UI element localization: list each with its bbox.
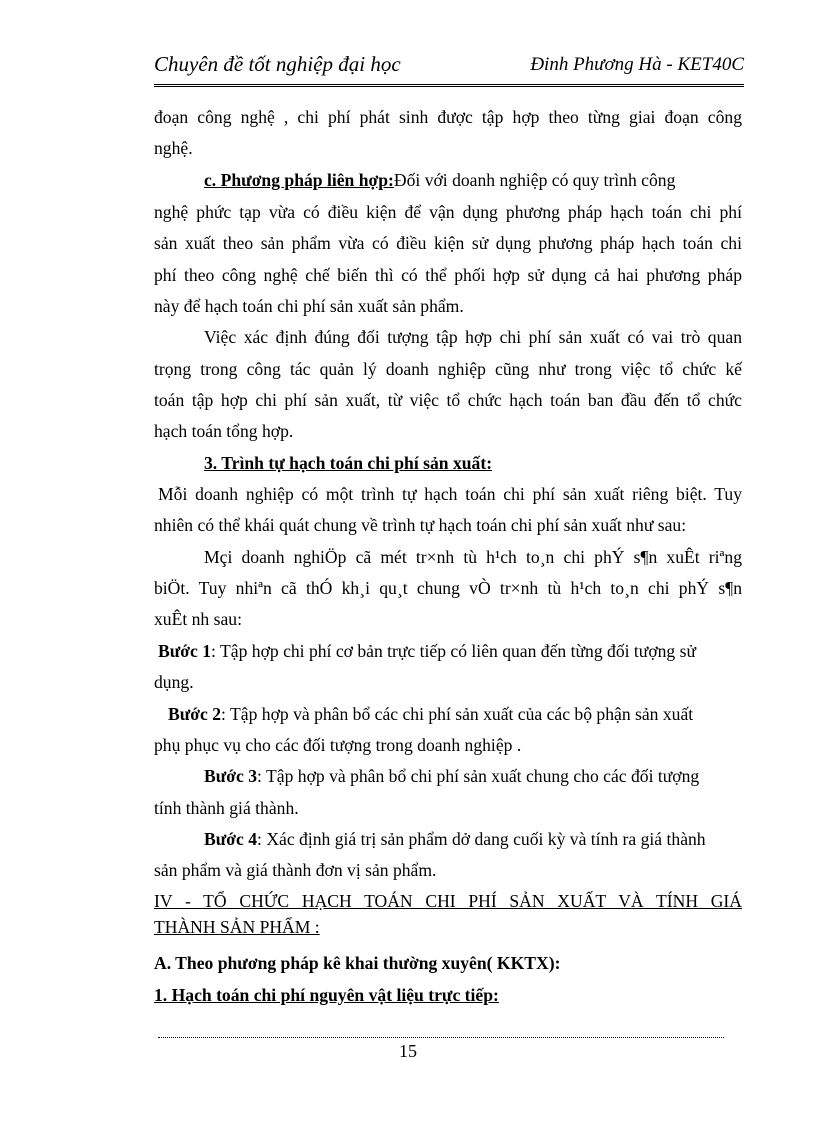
paragraph-line: đoạn công nghệ , chi phí phát sinh được tập hợp theo từng giai đoạn công [154, 107, 742, 127]
step-text: : Tập hợp chi phí cơ bản trực tiếp có liên quan đến từng đối tượng sử [211, 641, 697, 661]
paragraph-line: Việc xác định đúng đối tượng tập hợp chi phí sản xuất có vai trò quan [204, 327, 742, 347]
paragraph-text: Đối với doanh nghiệp có quy trình công [393, 170, 676, 190]
header-title: Chuyên đề tốt nghiệp đại học [154, 52, 401, 76]
step-3 [204, 765, 699, 787]
paragraph-line: sản phẩm và giá thành đơn vị sản phẩm. [154, 860, 437, 880]
step-2 [168, 703, 693, 725]
section-heading-1: 1. Hạch toán chi phí nguyên vật liệu trực tiếp: [154, 985, 499, 1005]
paragraph-line: tính thành giá thành. [154, 798, 299, 818]
paragraph-line: nghệ phức tạp vừa có điều kiện để vận dụng phương pháp hạch toán chi phí [154, 202, 742, 222]
section-heading-3: 3. Trình tự hạch toán chi phí sản xuất: [204, 453, 493, 473]
step-4 [204, 828, 706, 850]
garbled-line: xuÊt nh sau: [154, 609, 242, 629]
paragraph-line: này để hạch toán chi phí sản xuất sản phẩm. [154, 296, 464, 316]
step-1 [158, 640, 696, 662]
paragraph-line: sản xuất theo sản phẩm vừa có điều kiện sử dụng phương pháp hạch toán chi [154, 233, 742, 253]
header-author: Đinh Phương Hà - KET40C [530, 54, 744, 75]
paragraph-line: dụng. [154, 672, 194, 692]
paragraph-line: hạch toán tổng hợp. [154, 421, 294, 441]
footer-divider [158, 1037, 724, 1038]
step-text: : Xác định giá trị sản phẩm dở dang cuối kỳ và tính ra giá thành [257, 829, 706, 849]
step-text: : Tập hợp và phân bổ chi phí sản xuất chung cho các đối tượng [257, 766, 700, 786]
step-label: Bước 3 [204, 766, 258, 786]
paragraph-line: nhiên có thể khái quát chung về trình tự hạch toán chi phí sản xuất như sau: [154, 515, 687, 535]
paragraph-line: phụ phục vụ cho các đối tượng trong doanh nghiệp . [154, 735, 522, 755]
step-label: Bước 1 [158, 641, 212, 661]
garbled-line: Mçi doanh nghiÖp cã mét tr×nh tù h¹ch to¸n chi phÝ s¶n xuÊt riªng [204, 547, 742, 567]
step-label: Bước 4 [204, 829, 258, 849]
page-header [154, 48, 744, 87]
paragraph-line: toán tập hợp chi phí sản xuất, từ việc tổ chức hạch toán ban đầu đến tổ chức [154, 390, 742, 410]
paragraph-line: Mỗi doanh nghiệp có một trình tự hạch toán chi phí sản xuất riêng biệt. Tuy [158, 484, 742, 504]
page-number: 15 [399, 1041, 417, 1061]
paragraph-line: trọng trong công tác quản lý doanh nghiệp cũng như trong việc tổ chức kế [154, 359, 742, 379]
subsection-heading-c: c. Phương pháp liên hợp: [204, 170, 394, 190]
chapter-heading-iv: IV - TỔ CHỨC HẠCH TOÁN CHI PHÍ SẢN XUẤT VÀ TÍNH GIÁ [154, 891, 742, 911]
paragraph-line: nghệ. [154, 138, 193, 158]
section-heading-a: A. Theo phương pháp kê khai thường xuyên( KKTX): [154, 953, 561, 973]
step-text: : Tập hợp và phân bổ các chi phí sản xuất của các bộ phận sản xuất [221, 704, 694, 724]
paragraph-line: phí theo công nghệ chế biến thì có thể phối hợp sử dụng cả hai phương pháp [154, 265, 742, 285]
step-label: Bước 2 [168, 704, 222, 724]
chapter-heading-iv-cont: THÀNH SẢN PHẨM : [154, 917, 320, 937]
garbled-line: biÖt. Tuy nhiªn cã thÓ kh¸i qu¸t chung vÒ tr×nh tù h¹ch to¸n chi phÝ s¶n [154, 578, 742, 598]
paragraph-line [204, 169, 675, 191]
